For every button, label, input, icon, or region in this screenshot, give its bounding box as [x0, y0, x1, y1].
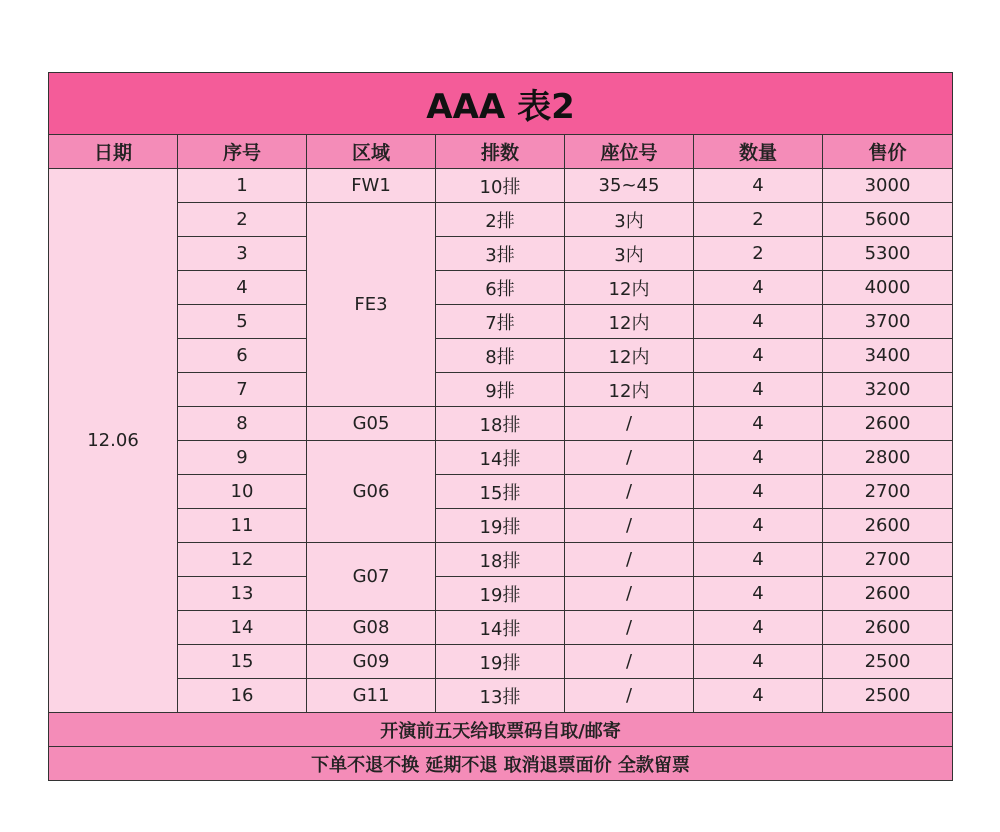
column-header: 数量 — [694, 135, 823, 169]
table-row — [49, 577, 953, 611]
note-pickup: 开演前五天给取票码自取/邮寄 — [49, 713, 953, 747]
row-number-cell: 12 — [178, 543, 307, 577]
row-number-cell: 15 — [178, 645, 307, 679]
quantity-cell: 4 — [694, 441, 823, 475]
row-number-cell: 7 — [178, 373, 307, 407]
row-cell: 7排 — [436, 305, 565, 339]
note-row — [49, 713, 953, 747]
row-cell: 18排 — [436, 543, 565, 577]
price-cell: 3000 — [823, 169, 953, 203]
row-number-cell: 10 — [178, 475, 307, 509]
price-cell: 2800 — [823, 441, 953, 475]
table-body — [49, 169, 953, 713]
row-cell: 19排 — [436, 645, 565, 679]
row-cell: 8排 — [436, 339, 565, 373]
table-row — [49, 305, 953, 339]
row-number-cell: 2 — [178, 203, 307, 237]
note-row — [49, 747, 953, 781]
area-cell: FE3 — [307, 203, 436, 407]
area-cell: G08 — [307, 611, 436, 645]
price-cell: 2500 — [823, 679, 953, 713]
column-header: 售价 — [823, 135, 953, 169]
area-cell: G06 — [307, 441, 436, 543]
area-cell: G11 — [307, 679, 436, 713]
quantity-cell: 4 — [694, 577, 823, 611]
table-row — [49, 543, 953, 577]
row-number-cell: 11 — [178, 509, 307, 543]
price-cell: 2600 — [823, 611, 953, 645]
table-row — [49, 611, 953, 645]
price-cell: 2600 — [823, 577, 953, 611]
price-cell: 2600 — [823, 407, 953, 441]
quantity-cell: 2 — [694, 237, 823, 271]
table-row — [49, 407, 953, 441]
quantity-cell: 4 — [694, 407, 823, 441]
row-cell: 3排 — [436, 237, 565, 271]
price-cell: 2500 — [823, 645, 953, 679]
table-row — [49, 679, 953, 713]
quantity-cell: 4 — [694, 509, 823, 543]
quantity-cell: 4 — [694, 679, 823, 713]
row-cell: 18排 — [436, 407, 565, 441]
seat-cell: / — [565, 475, 694, 509]
seat-cell: 12内 — [565, 271, 694, 305]
price-cell: 3700 — [823, 305, 953, 339]
table-row — [49, 169, 953, 203]
row-number-cell: 13 — [178, 577, 307, 611]
row-number-cell: 14 — [178, 611, 307, 645]
seat-cell: / — [565, 611, 694, 645]
ticket-table — [48, 72, 953, 781]
table-row — [49, 339, 953, 373]
seat-cell: 3内 — [565, 203, 694, 237]
seat-cell: 35~45 — [565, 169, 694, 203]
quantity-cell: 2 — [694, 203, 823, 237]
row-cell: 6排 — [436, 271, 565, 305]
header-row — [49, 135, 953, 169]
row-cell: 9排 — [436, 373, 565, 407]
area-cell: G07 — [307, 543, 436, 611]
quantity-cell: 4 — [694, 271, 823, 305]
table-row — [49, 373, 953, 407]
row-number-cell: 3 — [178, 237, 307, 271]
price-cell: 2600 — [823, 509, 953, 543]
quantity-cell: 4 — [694, 645, 823, 679]
seat-cell: 12内 — [565, 339, 694, 373]
column-header: 排数 — [436, 135, 565, 169]
price-cell: 4000 — [823, 271, 953, 305]
row-cell: 15排 — [436, 475, 565, 509]
row-number-cell: 5 — [178, 305, 307, 339]
row-cell: 14排 — [436, 611, 565, 645]
row-cell: 13排 — [436, 679, 565, 713]
quantity-cell: 4 — [694, 169, 823, 203]
quantity-cell: 4 — [694, 305, 823, 339]
quantity-cell: 4 — [694, 543, 823, 577]
table-row — [49, 271, 953, 305]
quantity-cell: 4 — [694, 339, 823, 373]
table-row — [49, 441, 953, 475]
row-number-cell: 6 — [178, 339, 307, 373]
table-row — [49, 645, 953, 679]
table-row — [49, 475, 953, 509]
seat-cell: / — [565, 441, 694, 475]
row-cell: 10排 — [436, 169, 565, 203]
area-cell: FW1 — [307, 169, 436, 203]
seat-cell: / — [565, 679, 694, 713]
seat-cell: / — [565, 543, 694, 577]
seat-cell: 3内 — [565, 237, 694, 271]
date-cell: 12.06 — [49, 169, 178, 713]
price-cell: 3200 — [823, 373, 953, 407]
row-number-cell: 9 — [178, 441, 307, 475]
row-number-cell: 4 — [178, 271, 307, 305]
row-number-cell: 8 — [178, 407, 307, 441]
row-number-cell: 1 — [178, 169, 307, 203]
price-cell: 2700 — [823, 543, 953, 577]
column-header: 区域 — [307, 135, 436, 169]
ticket-price-sheet — [48, 72, 952, 784]
note-policy: 下单不退不换 延期不退 取消退票面价 全款留票 — [49, 747, 953, 781]
column-header: 序号 — [178, 135, 307, 169]
quantity-cell: 4 — [694, 373, 823, 407]
column-header: 座位号 — [565, 135, 694, 169]
seat-cell: 12内 — [565, 305, 694, 339]
seat-cell: / — [565, 509, 694, 543]
table-title: AAA 表2 — [49, 73, 953, 135]
table-row — [49, 203, 953, 237]
price-cell: 5300 — [823, 237, 953, 271]
table-row — [49, 237, 953, 271]
table-row — [49, 509, 953, 543]
seat-cell: / — [565, 577, 694, 611]
area-cell: G05 — [307, 407, 436, 441]
quantity-cell: 4 — [694, 475, 823, 509]
price-cell: 2700 — [823, 475, 953, 509]
row-cell: 2排 — [436, 203, 565, 237]
price-cell: 3400 — [823, 339, 953, 373]
title-row — [49, 73, 953, 135]
row-number-cell: 16 — [178, 679, 307, 713]
quantity-cell: 4 — [694, 611, 823, 645]
row-cell: 14排 — [436, 441, 565, 475]
column-header: 日期 — [49, 135, 178, 169]
seat-cell: / — [565, 407, 694, 441]
row-cell: 19排 — [436, 509, 565, 543]
row-cell: 19排 — [436, 577, 565, 611]
seat-cell: 12内 — [565, 373, 694, 407]
area-cell: G09 — [307, 645, 436, 679]
seat-cell: / — [565, 645, 694, 679]
price-cell: 5600 — [823, 203, 953, 237]
